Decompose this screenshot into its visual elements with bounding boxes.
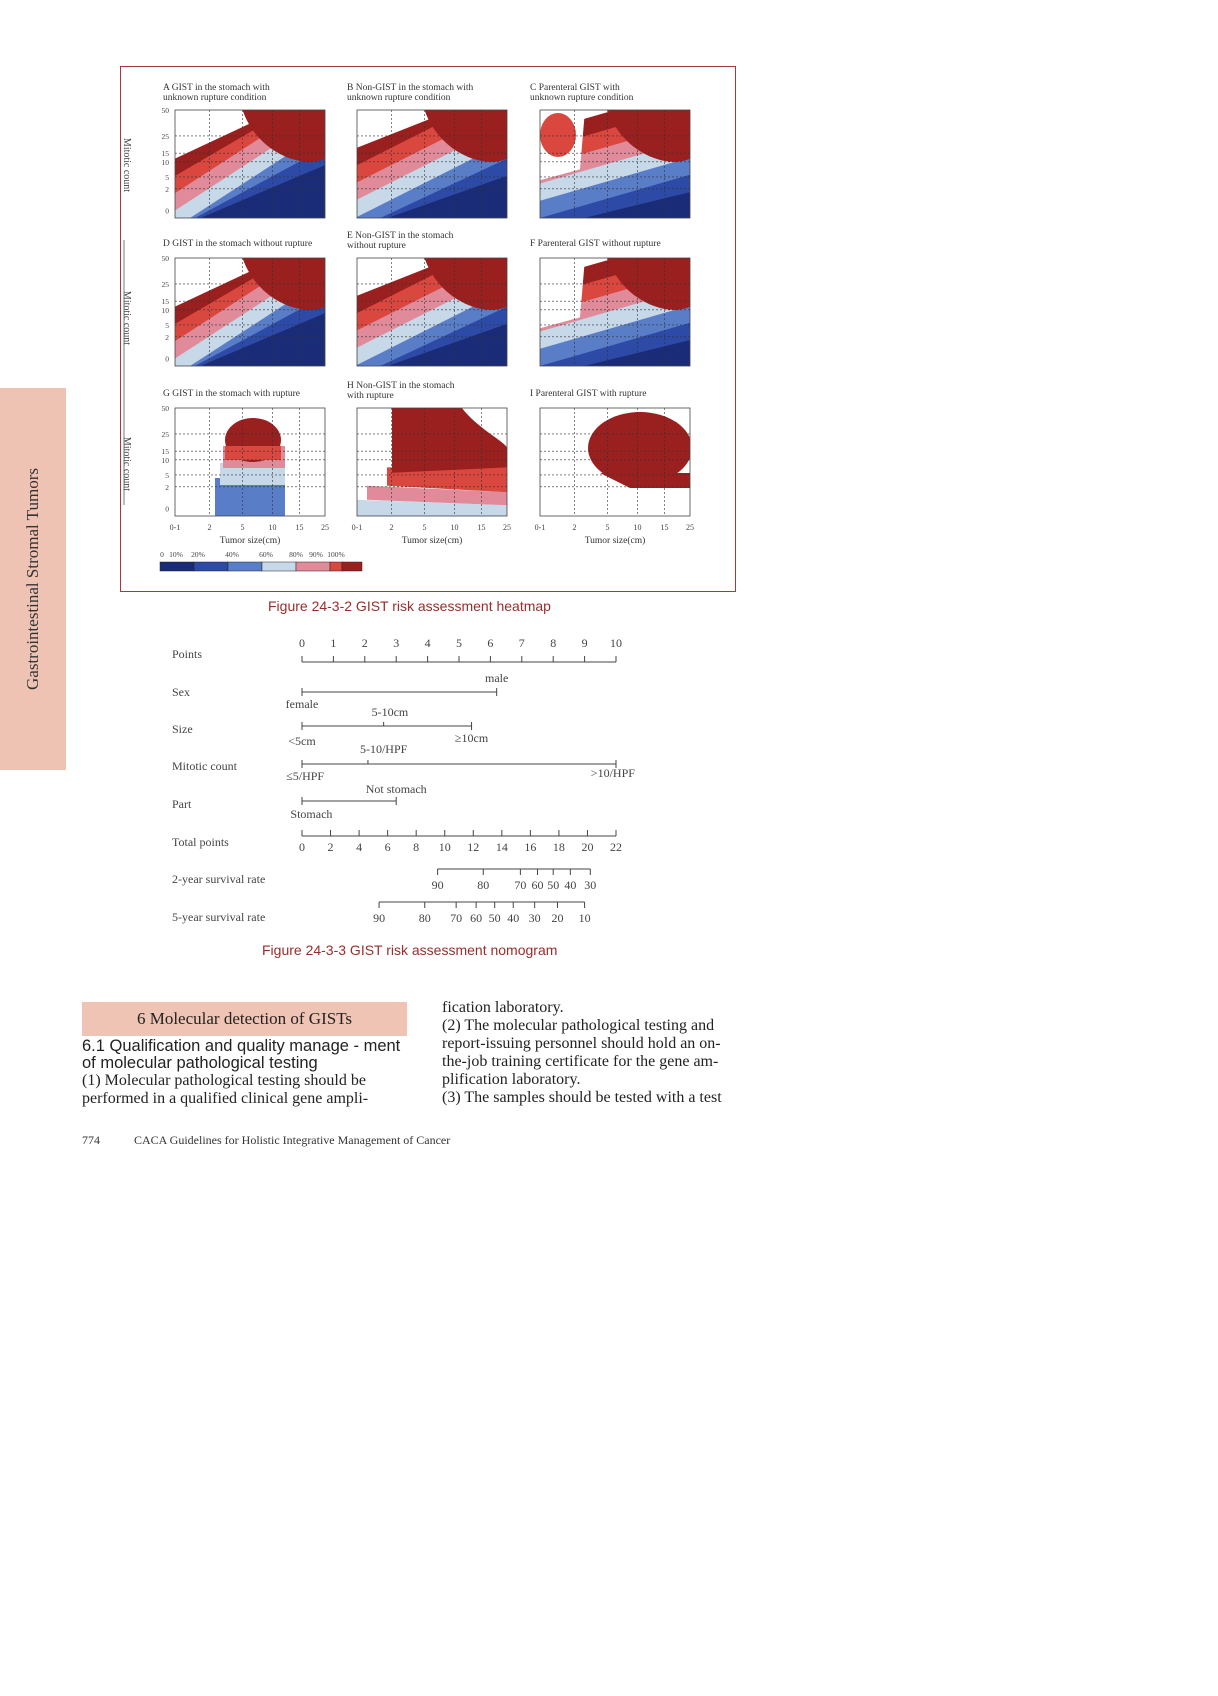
survival-2yr-tick-label: 40 <box>564 878 577 892</box>
points-tick-label: 10 <box>610 636 622 650</box>
total-points-tick-label: 20 <box>581 840 594 854</box>
y-tick-label: 5 <box>165 470 169 480</box>
y-tick-label: 0 <box>165 504 169 514</box>
y-tick-label: 50 <box>161 404 169 413</box>
footer-title: CACA Guidelines for Holistic Integrative Management of Cancer <box>134 1133 451 1147</box>
total-points-tick-label: 22 <box>610 840 622 854</box>
survival-2yr-tick-label: 50 <box>547 878 560 892</box>
panel-title: B Non-GIST in the stomach with <box>347 83 474 93</box>
points-tick-label: 5 <box>456 636 462 650</box>
red-island <box>540 113 576 157</box>
legend-label: 20% <box>191 550 205 559</box>
nomogram-figure <box>0 620 1218 950</box>
heatmap-figure <box>0 0 1218 700</box>
x-tick-label: 25 <box>503 523 511 532</box>
variable-level-label: 5-10cm <box>371 705 409 719</box>
y-tick-label: 25 <box>161 131 169 141</box>
x-tick-label: 15 <box>477 523 486 532</box>
panel-fill <box>357 88 507 228</box>
panel-fill <box>540 408 692 516</box>
right-line: fication laboratory. <box>442 999 564 1016</box>
x-tick-label: 5 <box>422 523 427 532</box>
y-tick-label: 25 <box>161 279 169 289</box>
variable-level-label: >10/HPF <box>590 766 635 780</box>
right-line: (2) The molecular pathological testing and <box>442 1017 715 1034</box>
panel-title: D GIST in the stomach without rupture <box>163 239 313 249</box>
panel-title: G GIST in the stomach with rupture <box>163 389 301 399</box>
legend-swatch <box>296 562 330 571</box>
legend-swatch <box>194 562 228 571</box>
panel-title: with rupture <box>347 391 394 401</box>
x-tick-label: 0-1 <box>169 523 181 532</box>
variable-level-label: 5-10/HPF <box>359 742 408 756</box>
panel-title: A GIST in the stomach with <box>163 83 270 93</box>
panel-title: E Non-GIST in the stomach <box>347 231 454 241</box>
survival-2yr-tick-label: 80 <box>477 878 490 892</box>
survival-5yr-tick-label: 50 <box>488 911 501 925</box>
y-tick-label: 15 <box>161 447 169 457</box>
total-points-tick-label: 8 <box>413 840 420 854</box>
x-tick-label: 15 <box>660 523 669 532</box>
y-tick-label: 50 <box>161 254 169 263</box>
y-tick-label: 10 <box>161 455 169 465</box>
heatmap-panel <box>162 83 326 229</box>
heatmap-panel <box>347 83 507 229</box>
left-line: performed in a qualified clinical gene ampli- <box>82 1090 369 1107</box>
total-points-tick-label: 0 <box>299 840 305 854</box>
right-line: (3) The samples should be tested with a test <box>442 1089 722 1106</box>
panel-fill <box>357 236 507 376</box>
nomogram-row-label: Total points <box>172 835 229 849</box>
panel-fill <box>540 236 690 376</box>
variable-level-label: female <box>285 697 319 711</box>
survival-5yr-tick-label: 60 <box>470 911 483 925</box>
points-tick-label: 0 <box>299 636 305 650</box>
y-tick-label: 2 <box>165 482 169 492</box>
x-tick-label: 2 <box>389 523 394 532</box>
survival-5yr-tick-label: 70 <box>450 911 463 925</box>
x-tick-label: 25 <box>321 523 329 532</box>
total-points-tick-label: 18 <box>552 840 565 854</box>
x-tick-label: 2 <box>572 523 577 532</box>
legend-label: 40% <box>225 550 239 559</box>
total-points-tick-label: 10 <box>438 840 451 854</box>
x-tick-label: 10 <box>268 523 277 532</box>
x-tick-label: 10 <box>450 523 459 532</box>
y-tick-label: 15 <box>161 149 169 159</box>
panel-title: unknown rupture condition <box>163 93 267 103</box>
points-tick-label: 2 <box>361 636 368 650</box>
nomogram-row-label: Part <box>172 797 192 811</box>
survival-5yr-tick-label: 90 <box>373 911 386 925</box>
variable-level-label: <5cm <box>288 734 316 748</box>
survival-5yr-tick-label: 20 <box>551 911 564 925</box>
variable-level-label: Not stomach <box>365 782 427 796</box>
x-axis-label: Tumor size(cm) <box>584 536 646 546</box>
total-points-tick-label: 12 <box>467 840 480 854</box>
heatmap-panel <box>530 236 690 376</box>
points-tick-label: 8 <box>550 636 557 650</box>
points-tick-label: 3 <box>393 636 400 650</box>
points-tick-label: 4 <box>424 636 431 650</box>
y-axis-label: Mitotic count <box>121 290 132 346</box>
survival-5yr-tick-label: 10 <box>578 911 591 925</box>
y-tick-label: 5 <box>165 320 169 330</box>
x-tick-label: 5 <box>605 523 610 532</box>
legend-label: 60% <box>259 550 273 559</box>
panel-title: C Parenteral GIST with <box>530 83 620 93</box>
total-points-tick-label: 4 <box>356 840 363 854</box>
left-line: (1) Molecular pathological testing should be <box>82 1072 366 1089</box>
survival-2yr-tick-label: 60 <box>531 878 544 892</box>
right-line: the-job training certificate for the gene am- <box>442 1053 719 1070</box>
panel-title: H Non-GIST in the stomach <box>347 381 455 391</box>
y-tick-label: 0 <box>165 354 169 364</box>
panel-fill <box>357 408 507 516</box>
nomogram-row-label: 5-year survival rate <box>172 910 266 924</box>
survival-5yr-tick-label: 80 <box>418 911 431 925</box>
nomogram-row-label: Points <box>172 647 203 661</box>
panel-fill <box>175 236 325 376</box>
variable-level-label: male <box>485 671 509 685</box>
survival-5yr-tick-label: 30 <box>528 911 541 925</box>
variable-level-label: Stomach <box>290 807 333 821</box>
total-points-tick-label: 16 <box>524 840 537 854</box>
legend-swatch <box>160 562 194 571</box>
points-tick-label: 6 <box>487 636 494 650</box>
nomogram-row-label: 2-year survival rate <box>172 872 266 886</box>
running-head: Gastrointestinal Stromal Tumors <box>23 468 42 690</box>
points-tick-label: 7 <box>518 636 525 650</box>
x-tick-label: 15 <box>295 523 304 532</box>
panel-title: unknown rupture condition <box>530 93 634 103</box>
x-tick-label: 25 <box>686 523 694 532</box>
y-tick-label: 50 <box>161 106 169 115</box>
legend-label: 80% <box>289 550 303 559</box>
legend-label: 100% <box>327 550 345 559</box>
panel-title: unknown rupture condition <box>347 93 451 103</box>
x-tick-label: 10 <box>633 523 642 532</box>
left-column-text <box>82 1072 408 1108</box>
right-column-text <box>442 999 767 1107</box>
survival-2yr-tick-label: 30 <box>584 878 597 892</box>
nomogram-caption: Figure 24-3-3 GIST risk assessment nomogram <box>262 942 558 958</box>
panel-fill <box>175 88 325 228</box>
section-title: 6 Molecular detection of GISTs <box>136 1009 353 1028</box>
legend-label: 0 <box>160 550 164 559</box>
y-tick-label: 15 <box>161 297 169 307</box>
survival-2yr-tick-label: 90 <box>431 878 444 892</box>
white-region <box>540 258 585 328</box>
points-tick-label: 1 <box>330 636 337 650</box>
right-line: plification laboratory. <box>442 1071 581 1088</box>
y-axis-label: Mitotic count <box>121 436 132 492</box>
subsection-heading: 6.1 Qualification and quality manage - ment of molecular pathological testing <box>82 1037 401 1072</box>
legend-swatch <box>228 562 262 571</box>
x-tick-label: 0-1 <box>534 523 546 532</box>
panel-title: I Parenteral GIST with rupture <box>530 389 647 399</box>
survival-2yr-tick-label: 70 <box>514 878 527 892</box>
heatmap-caption: Figure 24-3-2 GIST risk assessment heatmap <box>268 598 551 614</box>
x-tick-label: 0-1 <box>351 523 363 532</box>
y-tick-label: 10 <box>161 305 169 315</box>
x-tick-label: 2 <box>207 523 212 532</box>
y-tick-label: 2 <box>165 332 169 342</box>
x-axis-label: Tumor size(cm) <box>401 536 463 546</box>
legend-label: 10% <box>169 550 183 559</box>
y-tick-label: 25 <box>161 429 169 439</box>
right-line: report-issuing personnel should hold an on- <box>442 1035 721 1052</box>
nomogram-row-label: Sex <box>172 685 190 699</box>
heatmap-panel <box>347 381 511 546</box>
y-tick-label: 0 <box>165 206 169 216</box>
legend-label: 90% <box>309 550 323 559</box>
nomogram-row-label: Size <box>172 722 193 736</box>
heatmap-panel <box>162 236 326 376</box>
page-number: 774 <box>82 1133 100 1147</box>
heatmap-panel <box>530 83 690 229</box>
y-axis-label: Mitotic count <box>121 137 132 193</box>
panel-title: F Parenteral GIST without rupture <box>530 239 661 249</box>
heatmap-panel <box>530 389 694 546</box>
survival-5yr-tick-label: 40 <box>507 911 520 925</box>
variable-level-label: ≥10cm <box>454 731 489 745</box>
y-tick-label: 2 <box>165 184 169 194</box>
variable-level-label: ≤5/HPF <box>286 769 325 783</box>
legend-swatch <box>330 562 342 571</box>
y-tick-label: 10 <box>161 157 169 167</box>
x-axis-label: Tumor size(cm) <box>219 536 281 546</box>
legend-swatch <box>262 562 296 571</box>
total-points-tick-label: 6 <box>384 840 391 854</box>
points-tick-label: 9 <box>581 636 588 650</box>
panel-title: without rupture <box>347 241 406 251</box>
panel-fill <box>540 88 690 228</box>
x-tick-label: 5 <box>240 523 245 532</box>
legend-swatch <box>342 562 362 571</box>
total-points-tick-label: 2 <box>327 840 334 854</box>
heatmap-panel <box>162 389 330 546</box>
panel-fill <box>175 408 325 516</box>
y-tick-label: 5 <box>165 172 169 182</box>
total-points-tick-label: 14 <box>495 840 508 854</box>
heatmap-panel <box>347 231 507 377</box>
nomogram-row-label: Mitotic count <box>172 759 237 773</box>
